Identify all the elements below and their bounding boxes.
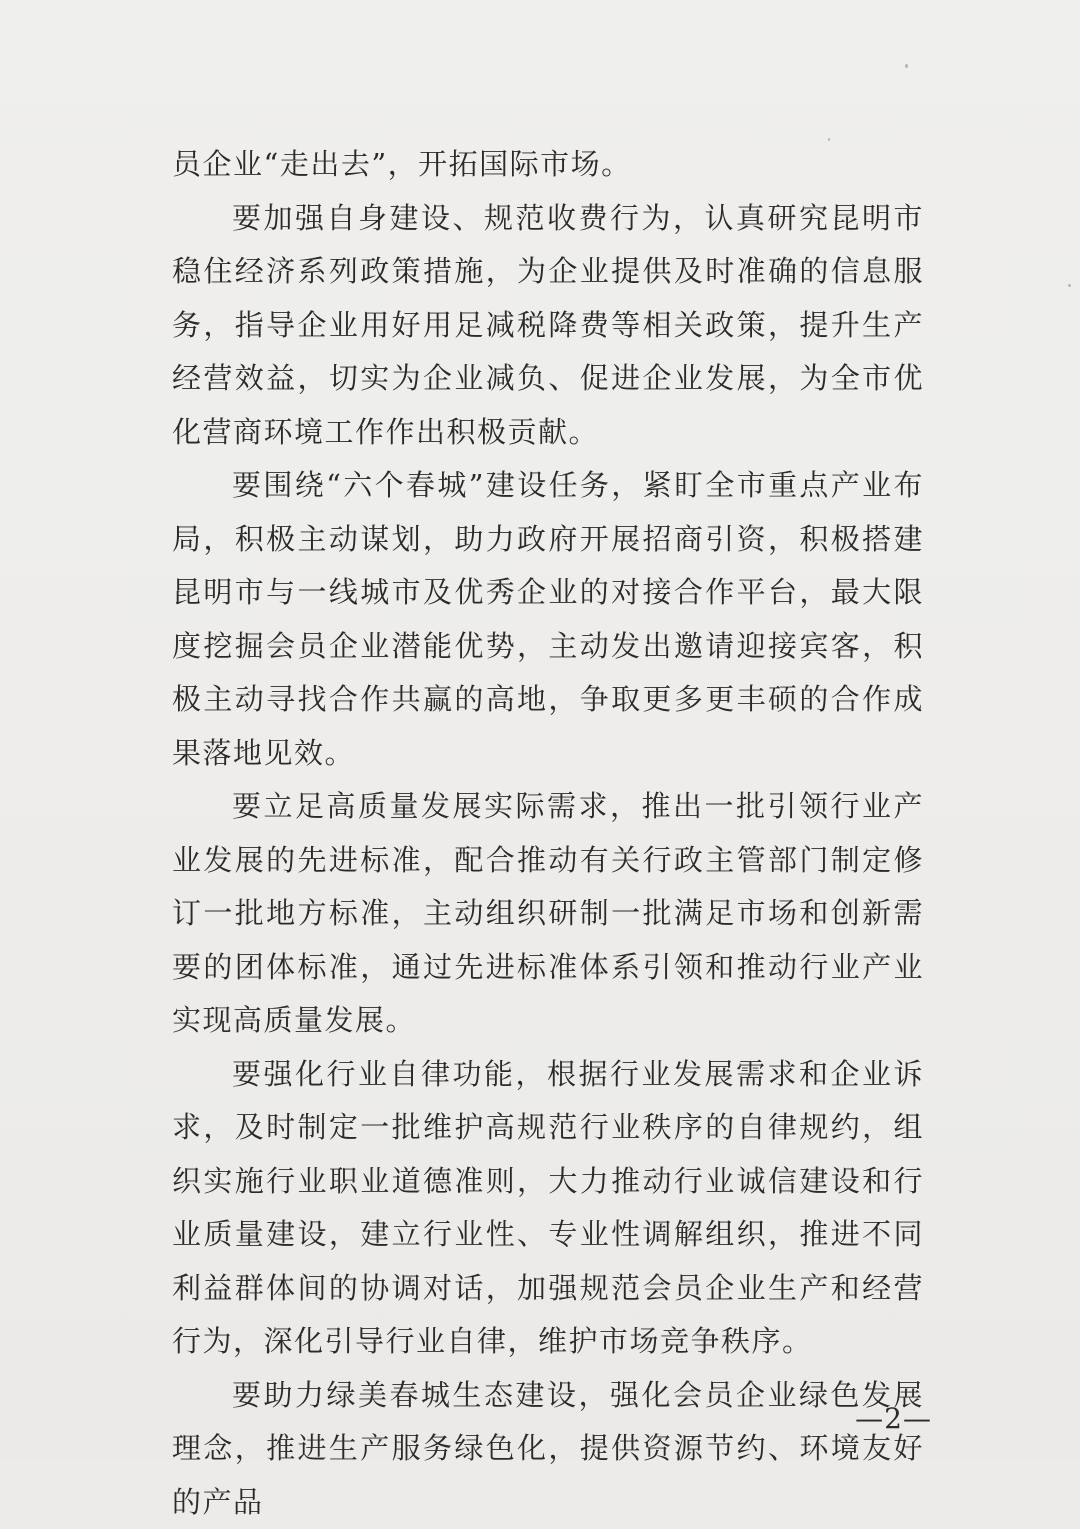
scan-speck <box>1068 284 1071 287</box>
scan-speck <box>905 64 908 68</box>
paragraph-4: 要立足高质量发展实际需求，推出一批引领行业产业发展的先进标准，配合推动有关行政主管部门制定修订一批地方标准，主动组织研制一批满足市场和创新需要的团体标准，通过先进标准体系引领和推动行业产业实现高质量发展。 <box>172 780 924 1048</box>
paragraph-5: 要强化行业自律功能，根据行业发展需求和企业诉求，及时制定一批维护高规范行业秩序的自律规约，组织实施行业职业道德准则，大力推动行业诚信建设和行业质量建设，建立行业性、专业性调解组织，推进不同利益群体间的协调对话，加强规范会员企业生产和经营行为，深化引导行业自律，维护市场竞争秩序。 <box>172 1048 924 1369</box>
paragraph-2: 要加强自身建设、规范收费行为，认真研究昆明市稳住经济系列政策措施，为企业提供及时准确的信息服务，指导企业用好用足减税降费等相关政策，提升生产经营效益，切实为企业减负、促进企业发展，为全市优化营商环境工作作出积极贡献。 <box>172 192 924 460</box>
page-number: —2— <box>855 1402 932 1435</box>
document-body <box>172 138 924 1529</box>
paragraph-3: 要围绕“六个春城”建设任务，紧盯全市重点产业布局，积极主动谋划，助力政府开展招商引资，积极搭建昆明市与一线城市及优秀企业的对接合作平台，最大限度挖掘会员企业潜能优势，主动发出邀请迎接宾客，积极主动寻找合作共赢的高地，争取更多更丰硕的合作成果落地见效。 <box>172 459 924 780</box>
paragraph-1: 员企业“走出去”，开拓国际市场。 <box>172 138 924 192</box>
paragraph-6: 要助力绿美春城生态建设，强化会员企业绿色发展理念，推进生产服务绿色化，提供资源节约、环境友好的产品 <box>172 1369 924 1529</box>
